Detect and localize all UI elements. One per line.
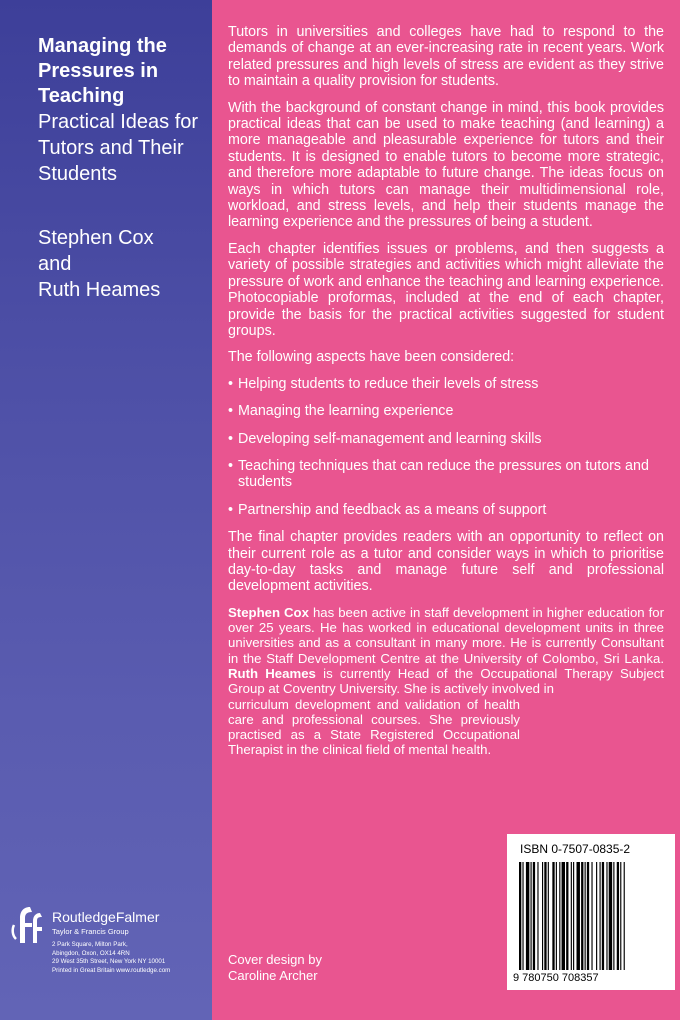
barcode [517,862,667,970]
barcode-bar [587,862,589,970]
barcode-bar [571,862,572,970]
left-panel [0,0,212,1020]
barcode-bar [548,862,549,970]
barcode-bar [620,862,621,970]
book-subtitle: Practical Ideas for Tutors and Their Students [38,111,199,185]
barcode-bar [596,862,597,970]
blurb-paragraph: The following aspects have been considered: [228,349,515,366]
barcode-bar [581,862,583,970]
final-paragraph: The final chapter provides readers with an opportunity to reflect on their current role as a tutor and consider ways in which to prioritise day-to-day tasks and manage future self and professional development activities. [228,529,664,595]
blurb-paragraph: Tutors in universities and colleges have had to respond to the demands of change at an ever-increasing rate in recent years. Work related pressures and high levels of stress are evident as they strive to maintain a quality provision for students. [228,24,664,90]
barcode-bar [600,862,601,970]
address-line: 2 Park Square, Milton Park, [52,941,128,948]
bio-text: has been active in staff development in higher education for over 25 years. He has worked in educational development units in three universities and as a consultant in many more. He is currently Consultant in the Staff Development Centre at the University of Colombo, Sri Lanka. [228,604,664,666]
barcode-bar [617,862,619,970]
barcode-bar [606,862,607,970]
barcode-bar [522,862,523,970]
list-item: • Helping students to reduce their levels of stress [228,376,664,392]
bio-continuation: curriculum development and validation of health care and professional courses. She previously practised as a State Registered Occupational Therapist in the clinical field of mental health. [228,696,520,758]
barcode-bar [591,862,592,970]
address-line: 29 West 35th Street, New York NY 10001 [52,958,166,965]
isbn-label: ISBN 0-7507-0835-2 [520,842,631,856]
cover-design-credit [228,952,322,984]
book-title: Managing the Pressures in Teaching [38,35,167,107]
barcode-bar [609,862,612,970]
barcode-bar [602,862,604,970]
blurb [228,24,664,758]
isbn-box [507,834,675,990]
barcode-bar [526,862,529,970]
list-item: • Teaching techniques that can reduce the pressures on tutors and students [228,458,664,491]
barcode-bar [542,862,543,970]
list-item: • Partnership and feedback as a means of support [228,502,664,518]
list-item: • Developing self-management and learning skills [228,431,664,447]
barcode-bar [624,862,625,970]
publisher-name: RoutledgeFalmer [52,909,160,925]
barcode-bar [577,862,580,970]
address-line: Abingdon, Oxon, OX14 4RN [52,949,130,957]
credit-line: Caroline Archer [228,968,318,983]
barcode-bar [613,862,614,970]
aspects-list [228,376,664,518]
blurb-paragraph: Each chapter identifies issues or problems, and then suggests a variety of possible strategies and activities which might alleviate the pressure of work and enhance the teaching and learning experience. Photocopiable proformas, included at the end of each chapter, provide the basis for the practical activities suggested for student groups. [228,240,664,339]
barcode-bar [566,862,568,970]
publisher-group: Taylor & Francis Group [52,927,129,936]
barcode-bar [573,862,574,970]
publisher-address [52,941,170,975]
blurb-paragraph: With the background of constant change in mind, this book provides practical ideas that can be used to make teaching (and learning) a more manageable and pleasurable experience for tutors and their students. It is designed to enable tutors to become more strategic, and therefore more adaptable to future change. The ideas focus on ways in which tutors can manage their multidimensional role, workload, and stress levels, and help their students manage the learning experience and the pressures of being a student. [228,99,664,231]
barcode-bar [519,862,521,970]
credit-line: Cover design by [228,952,322,967]
author-2: Ruth Heames [38,279,161,301]
list-item: • Managing the learning experience [228,403,664,419]
barcode-bar [562,862,565,970]
barcode-bar [559,862,560,970]
barcode-bar [531,862,532,970]
barcode-digits: 9 780750 708357 [513,972,599,984]
author-1: Stephen Cox [38,227,154,249]
author-conjunction: and [38,253,72,275]
barcode-bar [533,862,535,970]
right-panel [212,0,680,1020]
barcode-bar [537,862,538,970]
author-bio [228,605,664,758]
bio-name-1: Stephen Cox [228,604,309,620]
publisher-logo-icon [10,905,44,945]
barcode-bar [585,862,586,970]
bio-text: is currently Head of the Occupational Therapy Subject Group at Coventry University. She is actively involved in [228,665,664,697]
barcode-bar [556,862,557,970]
barcode-bar [552,862,554,970]
barcode-bar [544,862,546,970]
address-line: Printed in Great Britain www.routledge.com [52,966,171,974]
authors [38,225,208,303]
bio-name-2: Ruth Heames [228,665,316,681]
